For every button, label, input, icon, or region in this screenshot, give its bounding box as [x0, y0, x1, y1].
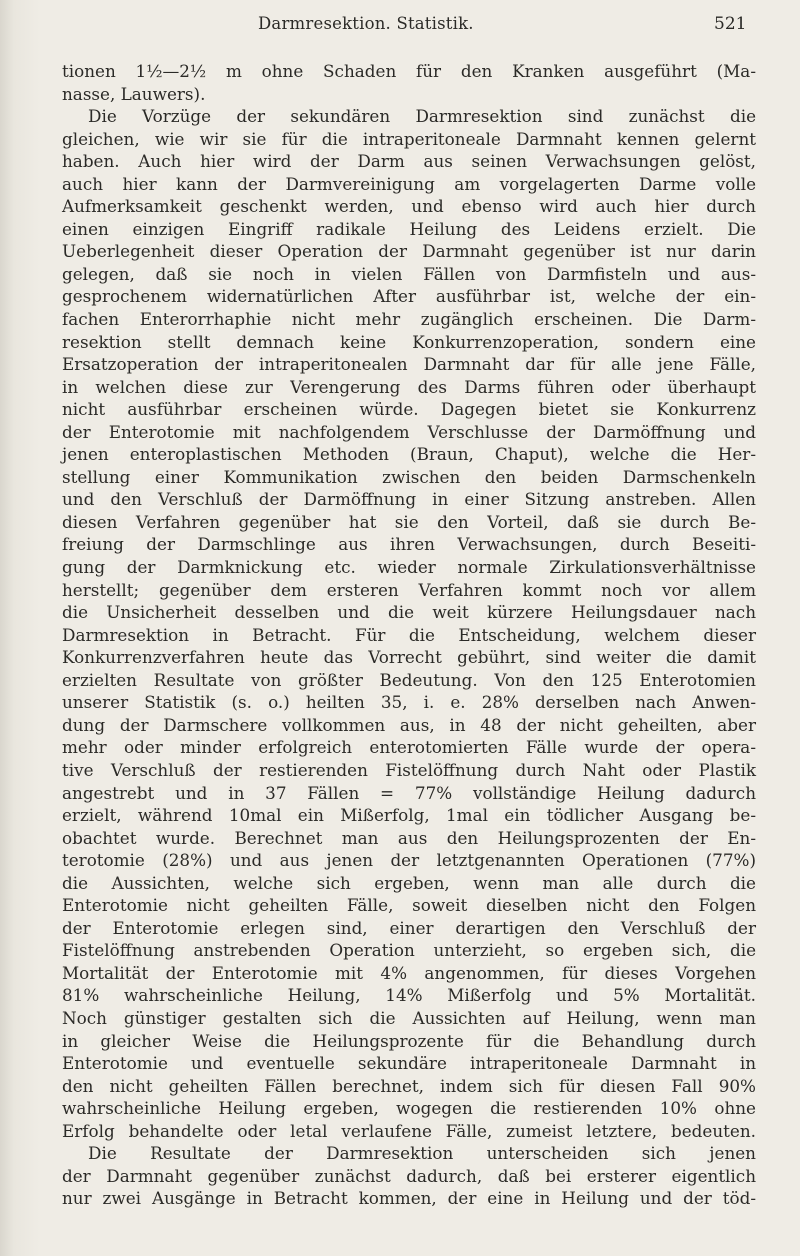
text-line: den nicht geheilten Fällen berechnet, indem sich für diesen Fall 90% — [62, 1075, 756, 1096]
text-line: tive Verschluß der restierenden Fistelöffnung durch Naht oder Plastik — [62, 759, 756, 780]
text-line: Enterotomie und eventuelle sekundäre intraperitoneale Darmnaht in — [62, 1053, 756, 1074]
text-line: tionen 1½—2½ m ohne Schaden für den Kranken ausgeführt (Ma- — [62, 61, 756, 81]
text-line: resektion stellt demnach keine Konkurrenzoperation, sondern eine — [62, 331, 756, 352]
text-line: herstellt; gegenüber dem ersteren Verfahren kommt noch vor allem — [62, 579, 756, 600]
text-line: Fistelöffnung anstrebenden Operation unterzieht, so ergeben sich, die — [62, 940, 756, 961]
text-line: der Enterotomie erlegen sind, einer derartigen den Verschluß der — [62, 917, 756, 938]
text-line: unserer Statistik (s. o.) heilten 35, i. e. 28% derselben nach Anwen- — [62, 692, 756, 713]
text-line: nicht ausführbar erscheinen würde. Dagegen bietet sie Konkurrenz — [62, 399, 756, 420]
text-line: mehr oder minder erfolgreich enterotomierten Fälle wurde der opera- — [62, 737, 756, 758]
text-line: Enterotomie nicht geheilten Fälle, soweit dieselben nicht den Folgen — [62, 895, 756, 916]
page-header — [0, 14, 800, 38]
text-line: die Aussichten, welche sich ergeben, wenn man alle durch die — [62, 872, 756, 893]
running-title: Darmresektion. Statistik. — [258, 14, 474, 33]
text-line: Darmresektion in Betracht. Für die Entscheidung, welchem dieser — [62, 624, 756, 645]
text-line: der Enterotomie mit nachfolgendem Verschlusse der Darmöffnung und — [62, 421, 756, 442]
text-line: nasse, Lauwers). — [62, 83, 206, 104]
text-line: in welchen diese zur Verengerung des Darms führen oder überhaupt — [62, 376, 756, 397]
text-line: erzielt, während 10mal ein Mißerfolg, 1mal ein tödlicher Ausgang be- — [62, 805, 756, 826]
text-line: angestrebt und in 37 Fällen = 77% vollständige Heilung dadurch — [62, 782, 756, 803]
text-line: Die Vorzüge der sekundären Darmresektion sind zunächst die — [88, 106, 756, 127]
text-line: Erfolg behandelte oder letal verlaufene Fälle, zumeist letztere, bedeuten. — [62, 1120, 756, 1141]
text-line: und den Verschluß der Darmöffnung in einer Sitzung anstreben. Allen — [62, 489, 756, 510]
text-line: freiung der Darmschlinge aus ihren Verwachsungen, durch Beseiti- — [62, 534, 756, 555]
text-line: Noch günstiger gestalten sich die Aussichten auf Heilung, wenn man — [62, 1007, 756, 1028]
text-line: gung der Darmknickung etc. wieder normale Zirkulationsverhältnisse — [62, 557, 756, 578]
text-line: Die Resultate der Darmresektion unterscheiden sich jenen — [88, 1143, 756, 1164]
text-line: wahrscheinliche Heilung ergeben, wogegen die restierenden 10% ohne — [62, 1098, 756, 1119]
text-line: gleichen, wie wir sie für die intraperitoneale Darmnaht kennen gelernt — [62, 128, 756, 149]
text-line: fachen Enterorrhaphie nicht mehr zugänglich erscheinen. Die Darm- — [62, 309, 756, 330]
text-line: 81% wahrscheinliche Heilung, 14% Mißerfolg und 5% Mortalität. — [62, 985, 756, 1006]
text-line: Konkurrenzverfahren heute das Vorrecht gebührt, sind weiter die damit — [62, 647, 756, 668]
text-line: diesen Verfahren gegenüber hat sie den Vorteil, daß sie durch Be- — [62, 511, 756, 532]
text-line: Aufmerksamkeit geschenkt werden, und ebenso wird auch hier durch — [62, 196, 756, 217]
text-line: terotomie (28%) und aus jenen der letztgenannten Operationen (77%) — [62, 850, 756, 871]
text-line: auch hier kann der Darmvereinigung am vorgelagerten Darme volle — [62, 173, 756, 194]
text-line: der Darmnaht gegenüber zunächst dadurch, daß bei ersterer eigentlich — [62, 1165, 756, 1186]
text-line: Mortalität der Enterotomie mit 4% angenommen, für dieses Vorgehen — [62, 962, 756, 983]
text-line: dung der Darmschere vollkommen aus, in 48 der nicht geheilten, aber — [62, 714, 756, 735]
text-line: jenen enteroplastischen Methoden (Braun, Chaput), welche die Her- — [62, 444, 756, 465]
text-line: Ersatzoperation der intraperitonealen Darmnaht dar für alle jene Fälle, — [62, 354, 756, 375]
text-line: stellung einer Kommunikation zwischen den beiden Darmschenkeln — [62, 466, 756, 487]
text-line: erzielten Resultate von größter Bedeutung. Von den 125 Enterotomien — [62, 669, 756, 690]
text-line: gesprochenem widernatürlichen After ausführbar ist, welche der ein- — [62, 286, 756, 307]
text-line: nur zwei Ausgänge in Betracht kommen, der eine in Heilung und der töd- — [62, 1188, 756, 1209]
text-line: gelegen, daß sie noch in vielen Fällen von Darmfisteln und aus- — [62, 263, 756, 284]
text-line: obachtet wurde. Berechnet man aus den Heilungsprozenten der En- — [62, 827, 756, 848]
text-line: Ueberlegenheit dieser Operation der Darmnaht gegenüber ist nur darin — [62, 241, 756, 262]
text-line: einen einzigen Eingriff radikale Heilung des Leidens erzielt. Die — [62, 218, 756, 239]
text-line: in gleicher Weise die Heilungsprozente für die Behandlung durch — [62, 1030, 756, 1051]
page-number: 521 — [714, 14, 747, 34]
text-line: haben. Auch hier wird der Darm aus seinen Verwachsungen gelöst, — [62, 151, 756, 172]
text-line: die Unsicherheit desselben und die weit kürzere Heilungsdauer nach — [62, 602, 756, 623]
body-text — [62, 60, 756, 1210]
